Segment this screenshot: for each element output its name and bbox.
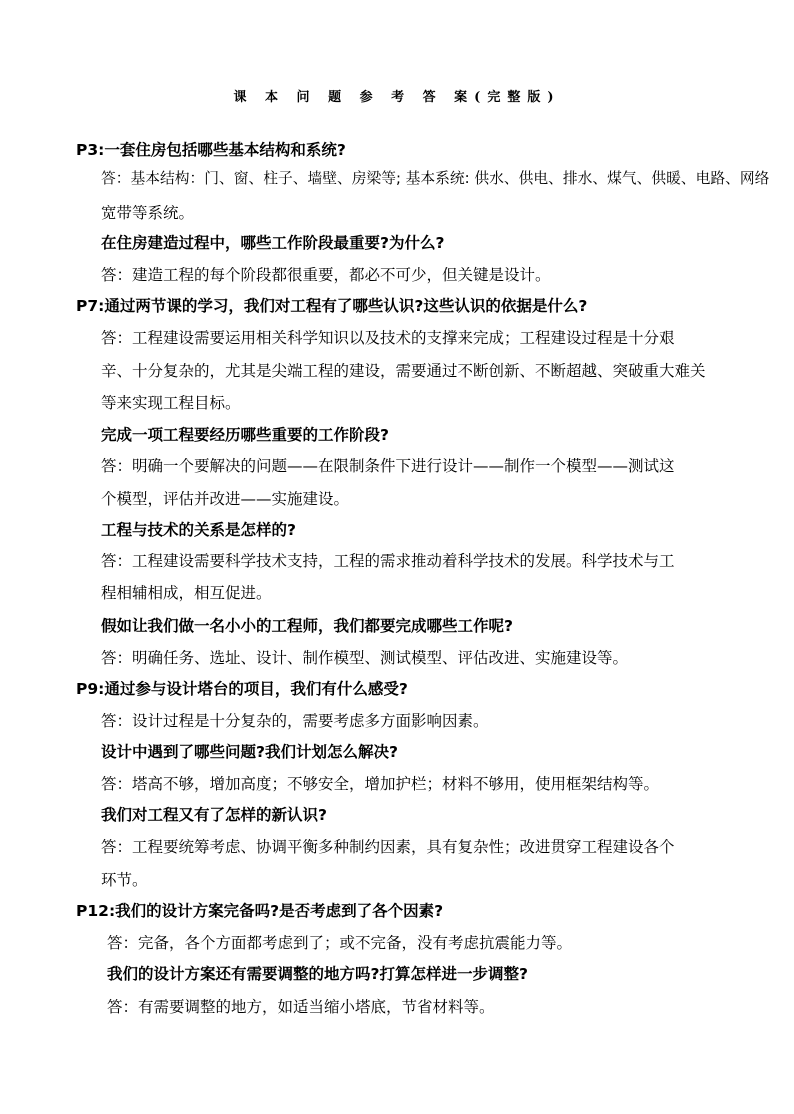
answer-line: 等来实现工程目标。 [101,394,241,412]
page-title: 课 本 问 题 参 考 答 案(完整版) [233,90,561,105]
page-label: P9 [76,680,99,698]
answer-line: 程相辅相成，相互促进。 [101,584,272,602]
page-label: P7 [76,297,99,315]
page-label: P3 [76,141,99,159]
question-text: :一套住房包括哪些基本结构和系统? [98,141,346,159]
answer-line: 答：明确一个要解决的问题——在限制条件下进行设计——制作一个模型——测试这 [101,457,675,475]
question-line: 我们对工程又有了怎样的新认识? [101,806,327,824]
answer-line: 答：工程建设需要运用相关科学知识以及技术的支撑来完成；工程建设过程是十分艰 [101,329,675,347]
question-text: :我们的设计方案完备吗?是否考虑到了各个因素? [108,902,444,920]
answer-line: 答：有需要调整的地方，如适当缩小塔底，节省材料等。 [107,998,495,1016]
answer-line: 答：设计过程是十分复杂的，需要考虑多方面影响因素。 [101,712,489,730]
answer-line: 答：建造工程的每个阶段都很重要，都必不可少，但关键是设计。 [101,266,551,284]
question-line [76,296,587,316]
answer-line: 辛、十分复杂的，尤其是尖端工程的建设，需要通过不断创新、不断超越、突破重大难关 [101,362,706,380]
answer-line: 答：工程建设需要科学技术支持，工程的需求推动着科学技术的发展。科学技术与工 [101,552,675,570]
question-line [76,901,443,921]
answer-line: 答：基本结构：门、窗、柱子、墙壁、房梁等; 基本系统: 供水、供电、排水、煤气、供暖、电路、网络 [101,170,770,187]
question-line: 完成一项工程要经历哪些重要的工作阶段? [101,426,389,444]
answer-line: 宽带等系统。 [101,204,195,222]
answer-line: 答：完备，各个方面都考虑到了；或不完备，没有考虑抗震能力等。 [107,934,573,952]
question-line [76,679,408,699]
question-line: 在住房建造过程中，哪些工作阶段最重要?为什么? [101,234,445,252]
answer-line: 环节。 [101,871,148,889]
answer-line: 个模型，评估并改进——实施建设。 [101,490,350,508]
question-line: 我们的设计方案还有需要调整的地方吗?打算怎样进一步调整? [107,965,528,983]
question-line: 假如让我们做一名小小的工程师，我们都要完成哪些工作呢? [101,617,513,635]
answer-line: 答：工程要统筹考虑、协调平衡多种制约因素，具有复杂性；改进贯穿工程建设各个 [101,838,675,856]
question-line: 工程与技术的关系是怎样的? [101,521,296,539]
question-text: :通过参与设计塔台的项目，我们有什么感受? [98,680,408,698]
answer-line: 答：塔高不够，增加高度；不够安全，增加护栏；材料不够用，使用框架结构等。 [101,775,660,793]
question-line: 设计中遇到了哪些问题?我们计划怎么解决? [101,743,398,761]
answer-line: 答：明确任务、选址、设计、制作模型、测试模型、评估改进、实施建设等。 [101,649,629,667]
question-line [76,140,346,160]
page-label: P12 [76,902,109,920]
question-text: :通过两节课的学习，我们对工程有了哪些认识?这些认识的依据是什么? [98,297,588,315]
